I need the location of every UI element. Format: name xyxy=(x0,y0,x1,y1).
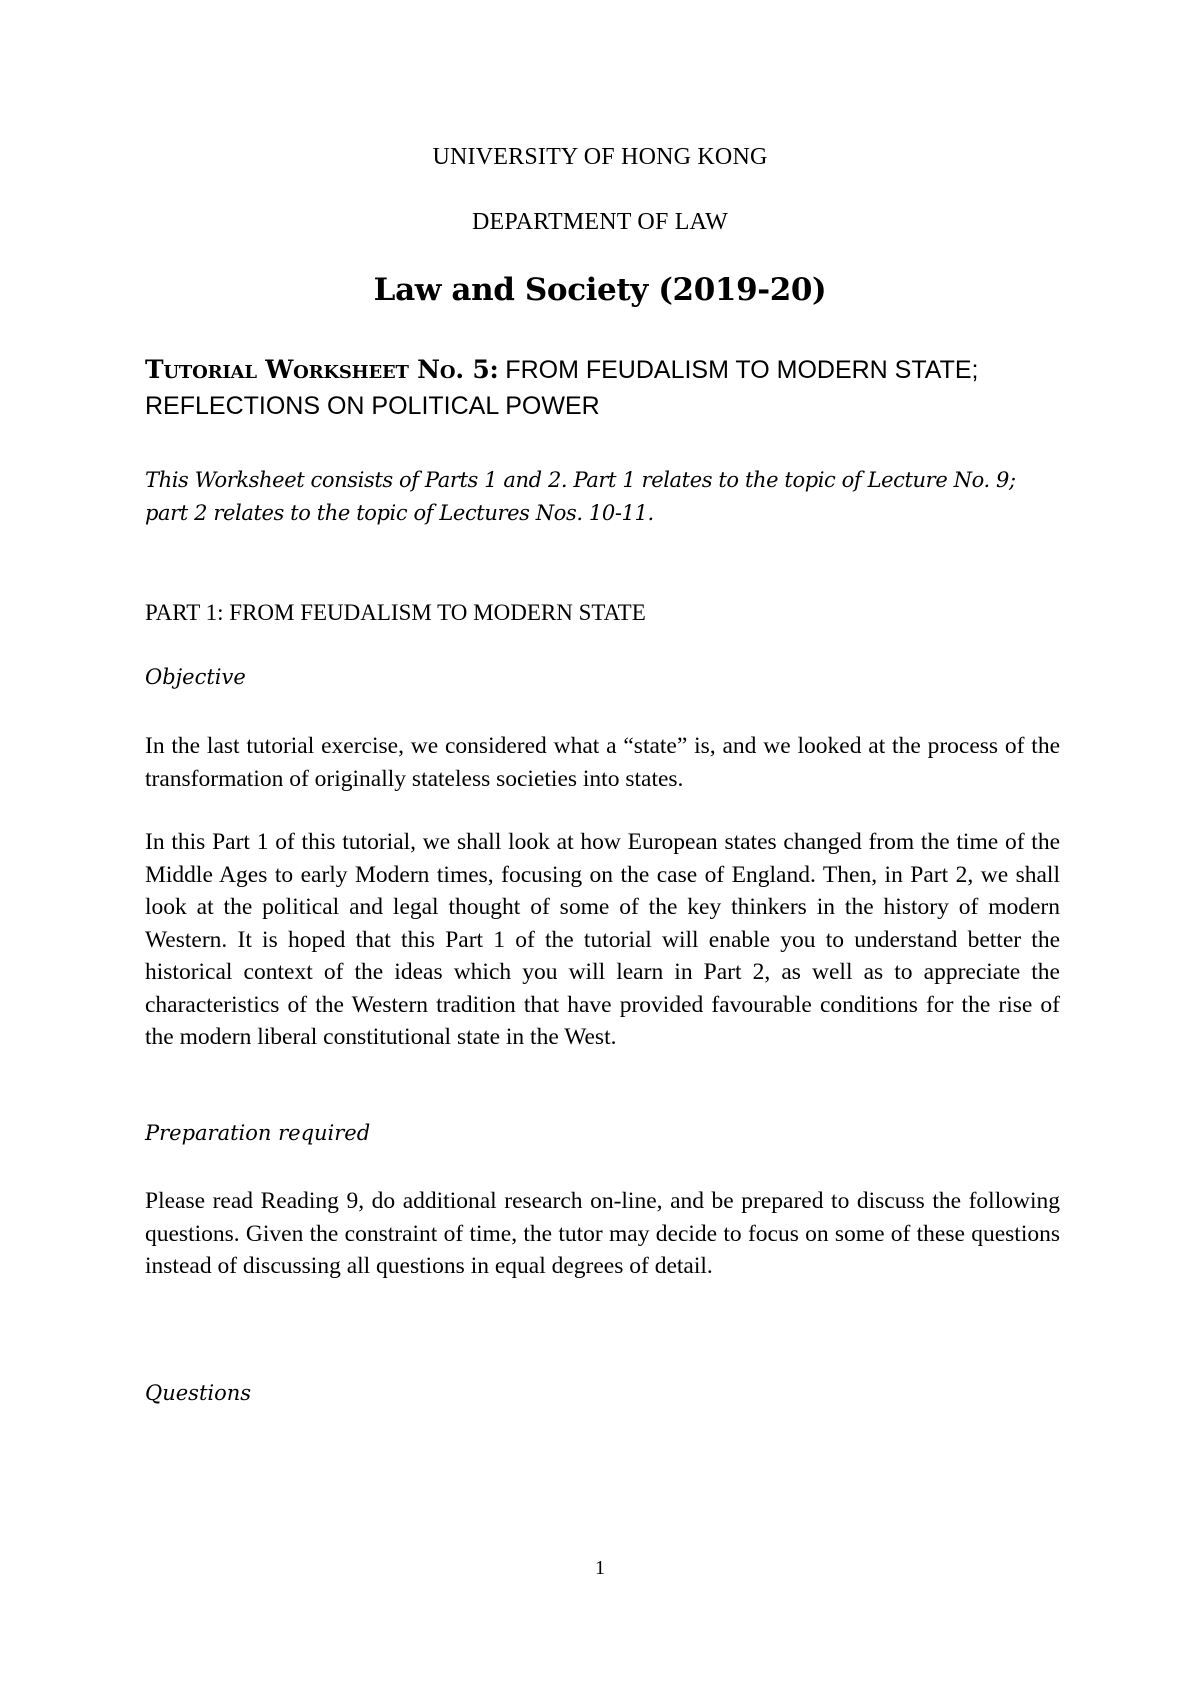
course-title: Law and Society (2019-20) xyxy=(373,272,827,308)
worksheet-subtitle: FROM FEUDALISM TO MODERN STATE; REFLECTIONS ON POLITICAL POWER xyxy=(145,356,979,420)
page-number: 1 xyxy=(595,1557,605,1579)
part-heading: PART 1: FROM FEUDALISM TO MODERN STATE xyxy=(145,600,646,625)
questions-heading: Questions xyxy=(145,1381,252,1405)
department-name: DEPARTMENT OF LAW xyxy=(471,209,729,235)
preparation-heading: Preparation required xyxy=(145,1121,371,1145)
university-name: UNIVERSITY OF HONG KONG xyxy=(432,144,768,170)
objective-paragraph-1: In the last tutorial exercise, we considered what a “state” is, and we looked at the process of the transformation of originally stateless societies into states. xyxy=(145,733,1060,792)
worksheet-title xyxy=(145,352,1060,424)
objective-heading: Objective xyxy=(145,665,246,689)
worksheet-label: Tutorial Worksheet No. 5: xyxy=(145,355,499,384)
worksheet-intro: This Worksheet consists of Parts 1 and 2. Part 1 relates to the topic of Lecture No. 9; part 2 relates to the topic of Lectures Nos. 10-11. xyxy=(145,468,1016,525)
preparation-paragraph: Please read Reading 9, do additional research on-line, and be prepared to discuss the following questions. Given the constraint of time, the tutor may decide to focus on some of these questions instead of discussing all questions in equal degrees of detail. xyxy=(145,1188,1060,1279)
objective-paragraph-2: In this Part 1 of this tutorial, we shall look at how European states changed from the time of the Middle Ages to early Modern times, focusing on the case of England. Then, in Part 2, we shall look at the political and legal thought of some of the key thinkers in the history of modern Western. It is hoped that this Part 1 of the tutorial will enable you to understand better the historical context of the ideas which you will learn in Part 2, as well as to appreciate the characteristics of the Western tradition that have provided favourable conditions for the rise of the modern liberal constitutional state in the West. xyxy=(145,829,1060,1050)
